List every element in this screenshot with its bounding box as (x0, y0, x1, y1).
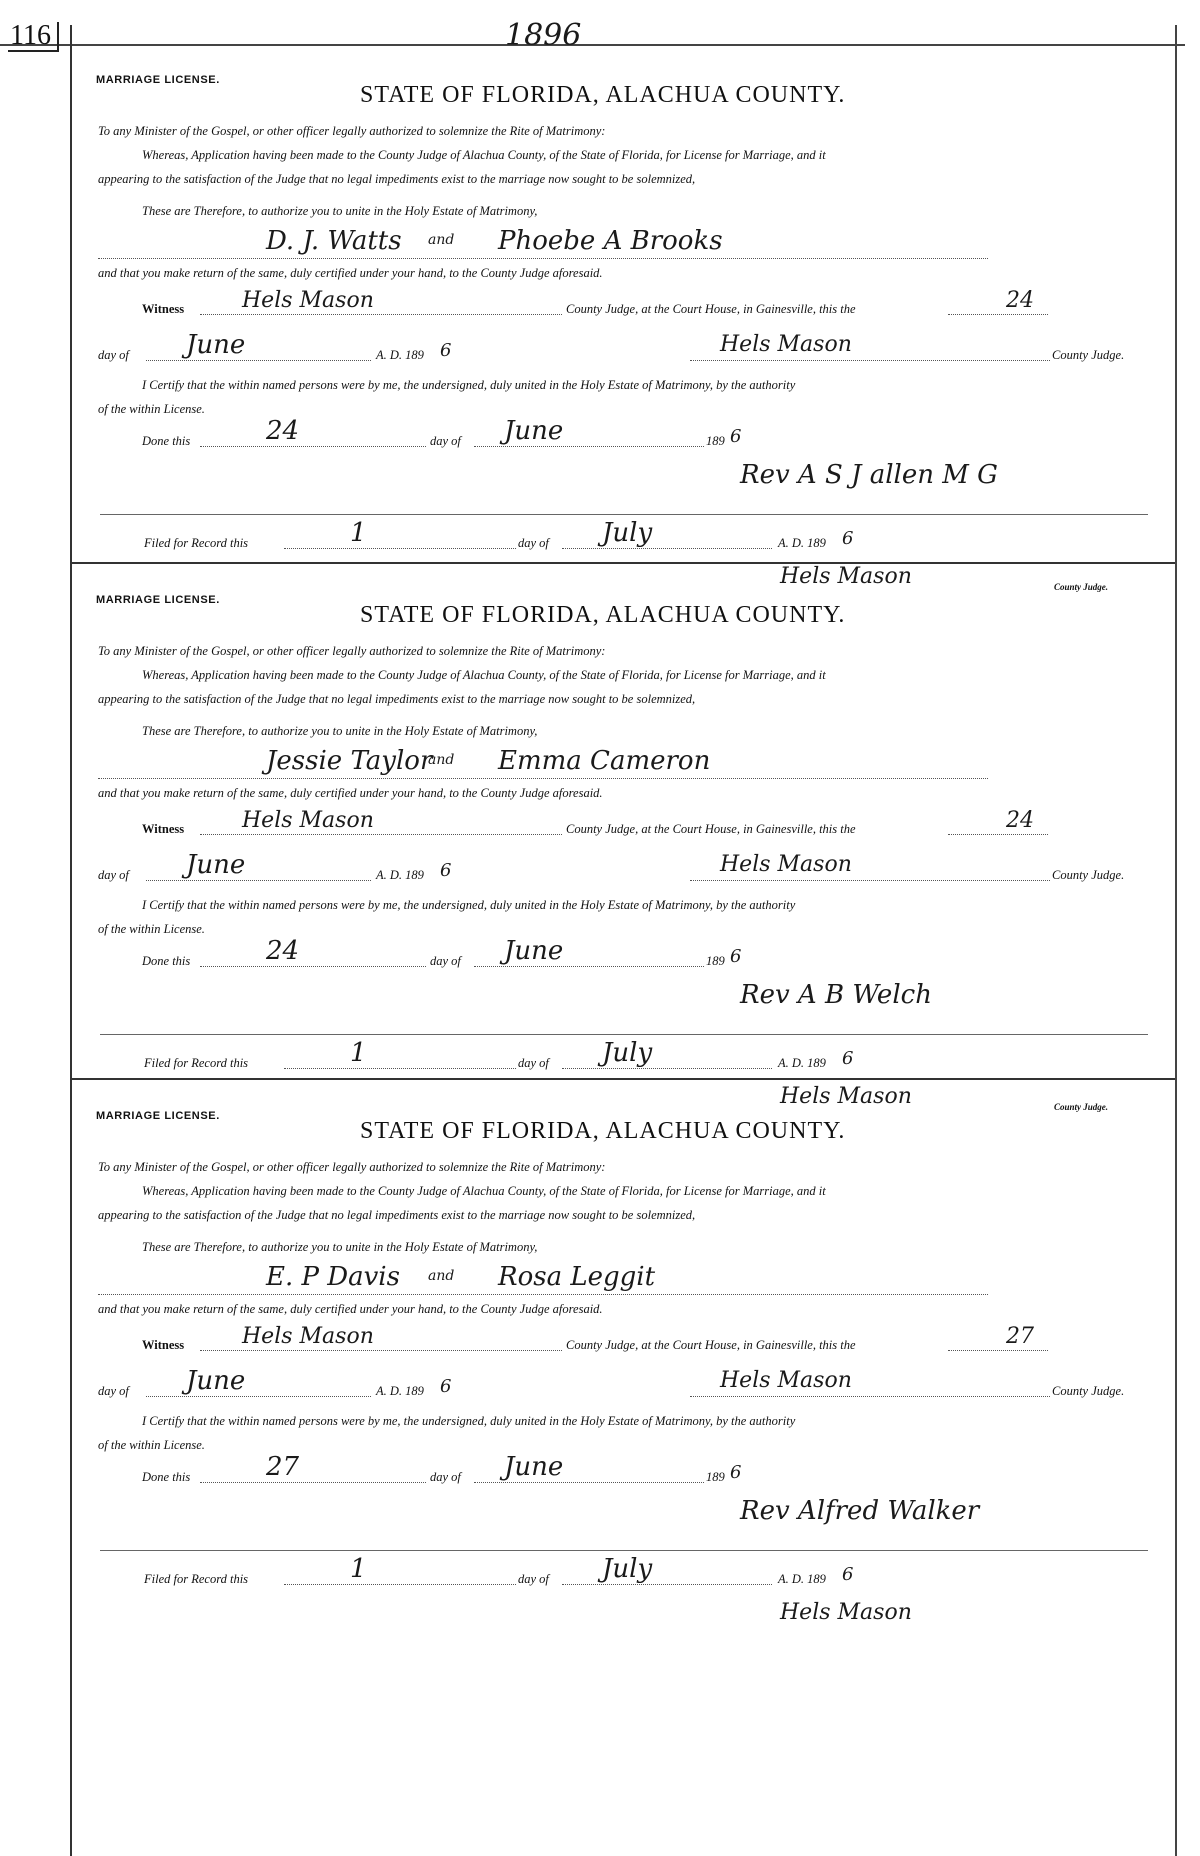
witness-signature: Hels Mason (242, 1324, 374, 1349)
certify-line-1: I Certify that the within named persons were by me, the undersigned, duly united in the Holy Estate of Matrimony, by the authority (142, 898, 796, 912)
day-of-label: day of (98, 868, 129, 882)
address-line: To any Minister of the Gospel, or other officer legally authorized to solemnize the Rite of Matrimony: (98, 124, 606, 138)
authorize-line: These are Therefore, to authorize you to unite in the Holy Estate of Matrimony, (142, 204, 538, 218)
done-this-label: Done this (142, 954, 191, 968)
top-border (0, 44, 1185, 46)
witness-line (200, 1324, 562, 1351)
right-border (1175, 25, 1177, 1856)
authorize-line: These are Therefore, to authorize you to unite in the Holy Estate of Matrimony, (142, 724, 538, 738)
handwritten-year: 1896 (505, 18, 582, 53)
filed-ad-label: A. D. 189 (778, 1572, 826, 1586)
done-day-line (200, 936, 426, 967)
whereas-line-2: appearing to the satisfaction of the Judge that no legal impediments exist to the marriage now sought to be solemnized, (98, 692, 696, 706)
witness-signature: Hels Mason (242, 808, 374, 833)
done-day-line (200, 1452, 426, 1483)
and-mark: and (428, 752, 455, 768)
names-line (98, 228, 988, 259)
judge-signature: Hels Mason (720, 332, 852, 357)
done-this-label: Done this (142, 434, 191, 448)
done-month: June (504, 1452, 564, 1482)
return-line: and that you make return of the same, duly certified under your hand, to the County Judge aforesaid. (98, 786, 603, 800)
filed-year-digit: 6 (842, 1048, 854, 1069)
issue-day: 27 (1006, 1324, 1034, 1349)
filed-month-line (562, 518, 772, 549)
done-year-digit: 6 (730, 426, 742, 447)
issue-year-digit: 6 (440, 340, 452, 361)
officiant-signature: Rev A B Welch (740, 980, 932, 1010)
witness-label: Witness (142, 1338, 185, 1352)
witness-line (200, 288, 562, 315)
witness-label: Witness (142, 822, 185, 836)
done-day-line (200, 416, 426, 447)
done-day: 24 (266, 416, 300, 446)
judge-sig-line (690, 850, 1050, 881)
done-year-label: 189 (706, 1470, 725, 1484)
whereas-line-1: Whereas, Application having been made to the County Judge of Alachua County, of the State of Florida, for License for Marriage, and it (142, 1184, 826, 1198)
filed-divider (100, 514, 1148, 515)
filed-day: 1 (350, 518, 367, 548)
whereas-line-2: appearing to the satisfaction of the Judge that no legal impediments exist to the marriage now sought to be solemnized, (98, 1208, 696, 1222)
filed-label: Filed for Record this (144, 1056, 249, 1070)
issue-month: June (186, 1366, 246, 1396)
groom-name: Jessie Taylor (266, 746, 433, 776)
filed-label: Filed for Record this (144, 536, 249, 550)
filed-day: 1 (350, 1554, 367, 1584)
filed-year-digit: 6 (842, 1564, 854, 1585)
filed-month: July (602, 1038, 653, 1068)
officiant-signature: Rev A S J allen M G (740, 460, 998, 490)
done-month: June (504, 416, 564, 446)
filed-day-of-label: day of (518, 536, 549, 550)
groom-name: D. J. Watts (266, 226, 402, 256)
judge-court-line: County Judge, at the Court House, in Gainesville, this the (566, 822, 856, 836)
and-mark: and (428, 232, 455, 248)
issue-month: June (186, 330, 246, 360)
filed-day-line (284, 518, 516, 549)
names-line (98, 748, 988, 779)
done-day: 24 (266, 936, 300, 966)
form-title: STATE OF FLORIDA, ALACHUA COUNTY. (360, 1118, 846, 1144)
officiant-signature: Rev Alfred Walker (740, 1496, 980, 1526)
bride-name: Phoebe A Brooks (498, 226, 723, 256)
return-line: and that you make return of the same, duly certified under your hand, to the County Judge aforesaid. (98, 266, 603, 280)
filed-ad-label: A. D. 189 (778, 1056, 826, 1070)
judge-court-line: County Judge, at the Court House, in Gainesville, this the (566, 1338, 856, 1352)
filed-month: July (602, 1554, 653, 1584)
done-day-of-label: day of (430, 434, 461, 448)
whereas-line-1: Whereas, Application having been made to the County Judge of Alachua County, of the State of Florida, for License for Marriage, and it (142, 148, 826, 162)
done-year-label: 189 (706, 434, 725, 448)
done-year-digit: 6 (730, 1462, 742, 1483)
issue-day: 24 (1006, 808, 1034, 833)
return-line: and that you make return of the same, duly certified under your hand, to the County Judge aforesaid. (98, 1302, 603, 1316)
done-month-line (474, 1452, 704, 1483)
done-month: June (504, 936, 564, 966)
certify-line-2: of the within License. (98, 1438, 205, 1452)
issue-month: June (186, 850, 246, 880)
judge-sig-line (690, 330, 1050, 361)
filed-divider (100, 1550, 1148, 1551)
ad-label: A. D. 189 (376, 348, 424, 362)
witness-signature: Hels Mason (242, 288, 374, 313)
issue-day-line (948, 808, 1048, 835)
filed-label: Filed for Record this (144, 1572, 249, 1586)
judge-signature: Hels Mason (720, 1368, 852, 1393)
bride-name: Emma Cameron (498, 746, 711, 776)
done-day: 27 (266, 1452, 300, 1482)
county-judge-small: County Judge. (1054, 582, 1109, 592)
certify-line-2: of the within License. (98, 922, 205, 936)
issue-day: 24 (1006, 288, 1034, 313)
issue-month-line (146, 850, 371, 881)
issue-month-line (146, 1366, 371, 1397)
form-title: STATE OF FLORIDA, ALACHUA COUNTY. (360, 602, 846, 628)
issue-day-line (948, 288, 1048, 315)
county-judge-small: County Judge. (1054, 1102, 1109, 1112)
authorize-line: These are Therefore, to authorize you to unite in the Holy Estate of Matrimony, (142, 1240, 538, 1254)
filed-year-digit: 6 (842, 528, 854, 549)
done-month-line (474, 936, 704, 967)
filed-ad-label: A. D. 189 (778, 536, 826, 550)
left-border (70, 25, 72, 1856)
certify-line-1: I Certify that the within named persons were by me, the undersigned, duly united in the Holy Estate of Matrimony, by the authority (142, 1414, 796, 1428)
form-separator (72, 1078, 1175, 1080)
form-label: MARRIAGE LICENSE. (96, 1110, 220, 1122)
filed-judge-signature: Hels Mason (780, 1084, 912, 1109)
done-month-line (474, 416, 704, 447)
groom-name: E. P Davis (266, 1262, 400, 1292)
done-this-label: Done this (142, 1470, 191, 1484)
done-day-of-label: day of (430, 954, 461, 968)
judge-sig-line (690, 1366, 1050, 1397)
form-title: STATE OF FLORIDA, ALACHUA COUNTY. (360, 82, 846, 108)
form-separator (72, 562, 1175, 564)
issue-year-digit: 6 (440, 1376, 452, 1397)
ad-label: A. D. 189 (376, 1384, 424, 1398)
filed-judge-signature: Hels Mason (780, 564, 912, 589)
county-judge-label: County Judge. (1052, 868, 1125, 882)
day-of-label: day of (98, 348, 129, 362)
filed-day-of-label: day of (518, 1572, 549, 1586)
done-year-digit: 6 (730, 946, 742, 967)
ad-label: A. D. 189 (376, 868, 424, 882)
judge-court-line: County Judge, at the Court House, in Gainesville, this the (566, 302, 856, 316)
certify-line-2: of the within License. (98, 402, 205, 416)
filed-day-line (284, 1038, 516, 1069)
filed-month-line (562, 1038, 772, 1069)
filed-month-line (562, 1554, 772, 1585)
and-mark: and (428, 1268, 455, 1284)
form-label: MARRIAGE LICENSE. (96, 74, 220, 86)
done-year-label: 189 (706, 954, 725, 968)
names-line (98, 1264, 988, 1295)
witness-line (200, 808, 562, 835)
judge-signature: Hels Mason (720, 852, 852, 877)
witness-label: Witness (142, 302, 185, 316)
filed-divider (100, 1034, 1148, 1035)
bride-name: Rosa Leggit (498, 1262, 656, 1292)
filed-day: 1 (350, 1038, 367, 1068)
day-of-label: day of (98, 1384, 129, 1398)
address-line: To any Minister of the Gospel, or other officer legally authorized to solemnize the Rite of Matrimony: (98, 1160, 606, 1174)
whereas-line-2: appearing to the satisfaction of the Judge that no legal impediments exist to the marriage now sought to be solemnized, (98, 172, 696, 186)
certify-line-1: I Certify that the within named persons were by me, the undersigned, duly united in the Holy Estate of Matrimony, by the authority (142, 378, 796, 392)
filed-judge-signature: Hels Mason (780, 1600, 912, 1625)
filed-month: July (602, 518, 653, 548)
issue-day-line (948, 1324, 1048, 1351)
whereas-line-1: Whereas, Application having been made to the County Judge of Alachua County, of the State of Florida, for License for Marriage, and it (142, 668, 826, 682)
done-day-of-label: day of (430, 1470, 461, 1484)
address-line: To any Minister of the Gospel, or other officer legally authorized to solemnize the Rite of Matrimony: (98, 644, 606, 658)
issue-month-line (146, 330, 371, 361)
county-judge-label: County Judge. (1052, 1384, 1125, 1398)
county-judge-label: County Judge. (1052, 348, 1125, 362)
page-number: 116 (8, 22, 59, 52)
filed-day-line (284, 1554, 516, 1585)
issue-year-digit: 6 (440, 860, 452, 881)
form-label: MARRIAGE LICENSE. (96, 594, 220, 606)
filed-day-of-label: day of (518, 1056, 549, 1070)
